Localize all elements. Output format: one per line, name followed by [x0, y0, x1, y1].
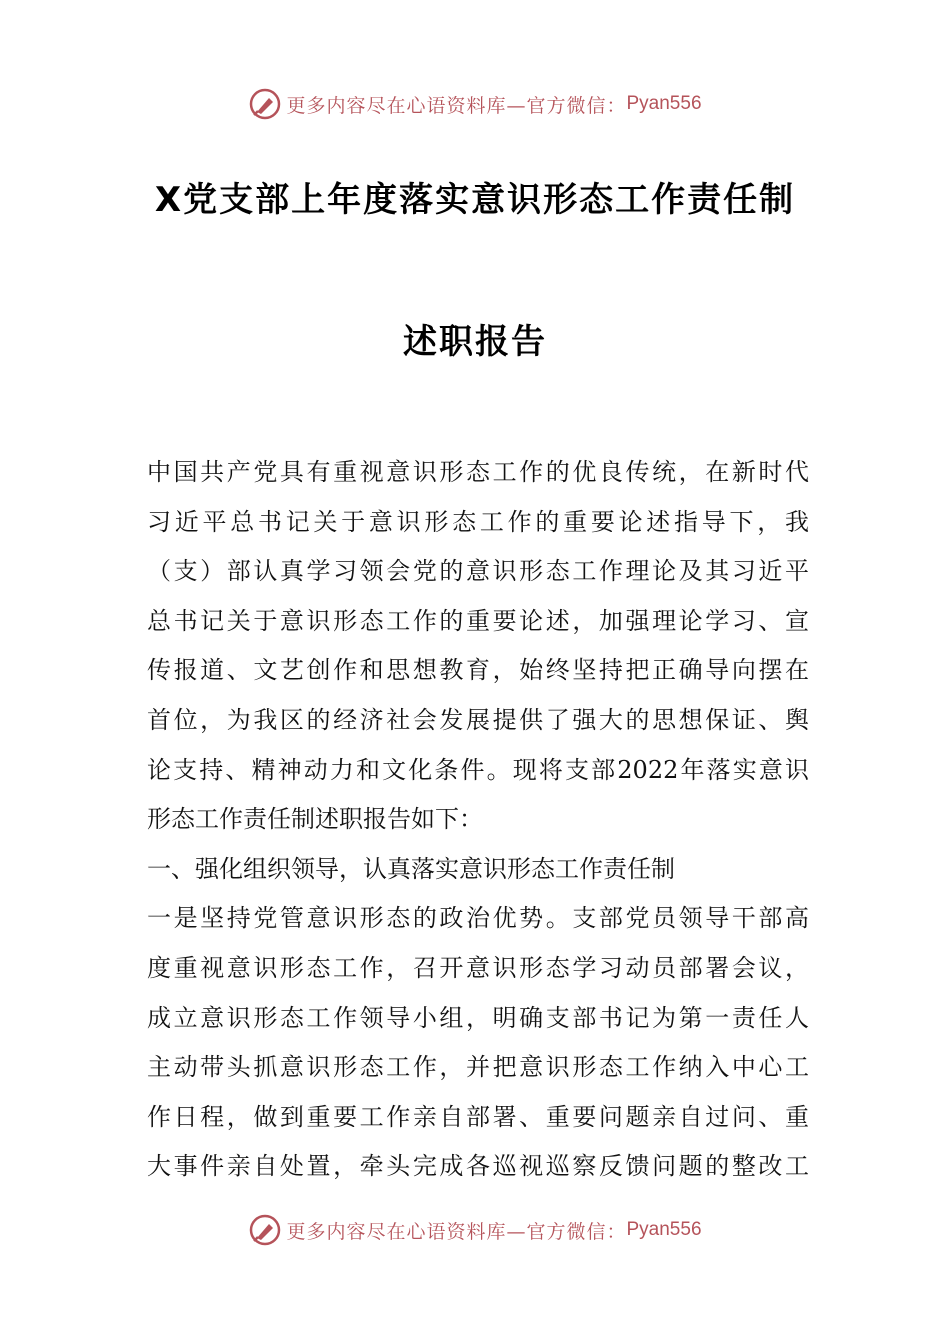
body-line: 主动带头抓意识形态工作，并把意识形态工作纳入中心工 [147, 1053, 809, 1082]
pen-nib-logo-icon [248, 1213, 282, 1247]
body-line: 作日程，做到重要工作亲自部署、重要问题亲自过问、重 [147, 1102, 809, 1131]
body-line: 中国共产党具有重视意识形态工作的优良传统，在新时代 [147, 458, 809, 486]
document-title: X党支部上年度落实意识形态工作责任制 [154, 180, 796, 220]
watermark-wechat-id: Pyan556 [626, 1219, 702, 1240]
body-line: 度重视意识形态工作，召开意识形态学习动员部署会议， [147, 953, 809, 982]
body-line: 传报道、文艺创作和思想教育，始终坚持把正确导向摆在 [147, 656, 809, 685]
body-line: 总书记关于意识形态工作的重要论述，加强理论学习、宣 [147, 606, 809, 635]
body-line: （支）部认真学习领会党的意识形态工作理论及其习近平 [147, 557, 809, 586]
watermark-wechat-id: Pyan556 [626, 93, 702, 114]
document-subtitle: 述职报告 [403, 322, 547, 362]
body-line: 大事件亲自处置，牵头完成各巡视巡察反馈问题的整改工 [147, 1152, 809, 1181]
body-line: 首位，为我区的经济社会发展提供了强大的思想保证、舆 [147, 705, 809, 734]
body-line: 形态工作责任制述职报告如下： [147, 805, 483, 834]
body-line: 习近平总书记关于意识形态工作的重要论述指导下，我 [147, 507, 809, 536]
watermark-banner-top [0, 84, 950, 124]
pen-nib-logo-icon [248, 87, 282, 121]
watermark-banner-bottom [0, 1210, 950, 1250]
watermark-text: 更多内容尽在心语资料库—官方微信： [286, 1220, 627, 1243]
document-body [147, 448, 809, 1192]
section-heading: 一、强化组织领导，认真落实意识形态工作责任制 [147, 854, 675, 883]
body-line: 一是坚持党管意识形态的政治优势。支部党员领导干部高 [147, 904, 809, 933]
body-line: 论支持、精神动力和文化条件。现将支部2022年落实意识 [147, 755, 809, 784]
body-line: 成立意识形态工作领导小组，明确支部书记为第一责任人 [147, 1003, 809, 1032]
watermark-text: 更多内容尽在心语资料库—官方微信： [286, 94, 627, 117]
